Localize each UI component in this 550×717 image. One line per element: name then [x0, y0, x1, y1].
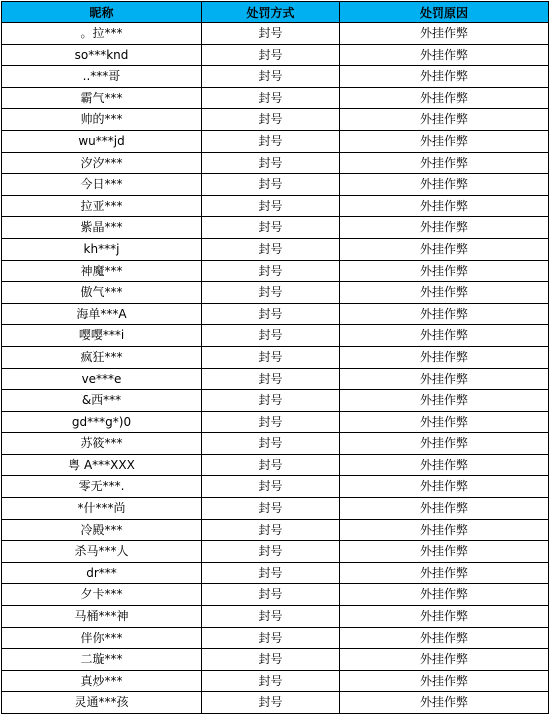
cell-nickname: 冷殿*** [2, 519, 202, 541]
cell-nickname: 杀马***人 [2, 541, 202, 563]
cell-penalty-reason: 外挂作弊 [340, 66, 549, 88]
cell-penalty-reason: 外挂作弊 [340, 476, 549, 498]
cell-penalty-reason: 外挂作弊 [340, 519, 549, 541]
cell-penalty-method: 封号 [202, 152, 340, 174]
cell-penalty-reason: 外挂作弊 [340, 584, 549, 606]
cell-penalty-reason: 外挂作弊 [340, 195, 549, 217]
cell-nickname: dr*** [2, 562, 202, 584]
cell-nickname: 伴你*** [2, 627, 202, 649]
cell-penalty-reason: 外挂作弊 [340, 390, 549, 412]
cell-penalty-reason: 外挂作弊 [340, 649, 549, 671]
cell-penalty-reason: 外挂作弊 [340, 670, 549, 692]
cell-penalty-reason: 外挂作弊 [340, 152, 549, 174]
table-row [2, 476, 549, 498]
table-row [2, 44, 549, 66]
cell-penalty-method: 封号 [202, 390, 340, 412]
cell-penalty-method: 封号 [202, 649, 340, 671]
cell-nickname: ve***e [2, 368, 202, 390]
table-row [2, 411, 549, 433]
table-row [2, 66, 549, 88]
cell-nickname: 。拉*** [2, 23, 202, 45]
cell-nickname: kh***j [2, 238, 202, 260]
cell-nickname: 苏筱*** [2, 433, 202, 455]
cell-penalty-reason: 外挂作弊 [340, 454, 549, 476]
cell-penalty-reason: 外挂作弊 [340, 411, 549, 433]
cell-nickname: 零无***. [2, 476, 202, 498]
cell-nickname: 嘤嘤***i [2, 325, 202, 347]
table-row [2, 670, 549, 692]
cell-penalty-reason: 外挂作弊 [340, 23, 549, 45]
cell-penalty-reason: 外挂作弊 [340, 498, 549, 520]
table-body [2, 23, 549, 714]
cell-penalty-method: 封号 [202, 584, 340, 606]
cell-nickname: 帅的*** [2, 109, 202, 131]
cell-nickname: 今日*** [2, 174, 202, 196]
cell-nickname: wu***jd [2, 130, 202, 152]
cell-penalty-method: 封号 [202, 498, 340, 520]
table-row [2, 692, 549, 714]
penalty-table [1, 1, 549, 714]
cell-nickname: 神魔*** [2, 260, 202, 282]
cell-nickname: 夕卡*** [2, 584, 202, 606]
cell-nickname: 霸气*** [2, 87, 202, 109]
table-row [2, 325, 549, 347]
table-row [2, 519, 549, 541]
table-row [2, 584, 549, 606]
table-row [2, 282, 549, 304]
cell-nickname: 海单***A [2, 303, 202, 325]
cell-penalty-method: 封号 [202, 606, 340, 628]
table-row [2, 303, 549, 325]
cell-penalty-method: 封号 [202, 260, 340, 282]
cell-nickname: 拉亚*** [2, 195, 202, 217]
table-row [2, 23, 549, 45]
cell-penalty-method: 封号 [202, 670, 340, 692]
table-row [2, 217, 549, 239]
cell-penalty-method: 封号 [202, 195, 340, 217]
cell-nickname: 汐汐*** [2, 152, 202, 174]
cell-penalty-method: 封号 [202, 130, 340, 152]
cell-nickname: 疯狂*** [2, 346, 202, 368]
table-row [2, 174, 549, 196]
cell-nickname: 真炒*** [2, 670, 202, 692]
cell-penalty-reason: 外挂作弊 [340, 627, 549, 649]
table-row [2, 152, 549, 174]
cell-nickname: 马桶***神 [2, 606, 202, 628]
cell-penalty-reason: 外挂作弊 [340, 87, 549, 109]
cell-penalty-reason: 外挂作弊 [340, 433, 549, 455]
table-row [2, 238, 549, 260]
cell-penalty-method: 封号 [202, 368, 340, 390]
cell-penalty-reason: 外挂作弊 [340, 325, 549, 347]
table-row [2, 390, 549, 412]
cell-penalty-method: 封号 [202, 282, 340, 304]
table-row [2, 195, 549, 217]
cell-nickname: so***knd [2, 44, 202, 66]
cell-nickname: ..***哥 [2, 66, 202, 88]
penalty-table-container [1, 1, 548, 714]
table-row [2, 562, 549, 584]
table-row [2, 541, 549, 563]
table-row [2, 606, 549, 628]
cell-penalty-reason: 外挂作弊 [340, 130, 549, 152]
cell-penalty-reason: 外挂作弊 [340, 44, 549, 66]
table-row [2, 649, 549, 671]
cell-penalty-method: 封号 [202, 346, 340, 368]
cell-penalty-method: 封号 [202, 692, 340, 714]
cell-penalty-reason: 外挂作弊 [340, 368, 549, 390]
cell-nickname: &西*** [2, 390, 202, 412]
cell-penalty-method: 封号 [202, 23, 340, 45]
table-row [2, 130, 549, 152]
table-header [2, 2, 549, 23]
cell-penalty-method: 封号 [202, 562, 340, 584]
cell-penalty-method: 封号 [202, 238, 340, 260]
cell-penalty-reason: 外挂作弊 [340, 346, 549, 368]
table-row [2, 627, 549, 649]
cell-penalty-method: 封号 [202, 519, 340, 541]
cell-penalty-reason: 外挂作弊 [340, 541, 549, 563]
table-row [2, 498, 549, 520]
cell-penalty-method: 封号 [202, 433, 340, 455]
cell-penalty-reason: 外挂作弊 [340, 282, 549, 304]
column-header-nickname: 昵称 [2, 2, 202, 23]
cell-penalty-method: 封号 [202, 66, 340, 88]
cell-penalty-reason: 外挂作弊 [340, 562, 549, 584]
cell-penalty-method: 封号 [202, 454, 340, 476]
cell-penalty-reason: 外挂作弊 [340, 174, 549, 196]
cell-nickname: 灵通***孩 [2, 692, 202, 714]
cell-penalty-reason: 外挂作弊 [340, 217, 549, 239]
cell-penalty-method: 封号 [202, 109, 340, 131]
cell-penalty-method: 封号 [202, 411, 340, 433]
cell-penalty-method: 封号 [202, 627, 340, 649]
cell-penalty-reason: 外挂作弊 [340, 238, 549, 260]
cell-nickname: *什***尚 [2, 498, 202, 520]
table-row [2, 260, 549, 282]
cell-penalty-method: 封号 [202, 44, 340, 66]
cell-penalty-reason: 外挂作弊 [340, 260, 549, 282]
table-row [2, 454, 549, 476]
cell-penalty-method: 封号 [202, 303, 340, 325]
table-row [2, 87, 549, 109]
cell-penalty-method: 封号 [202, 87, 340, 109]
cell-nickname: 粤 A***XXX [2, 454, 202, 476]
cell-nickname: 二璇*** [2, 649, 202, 671]
table-row [2, 346, 549, 368]
cell-penalty-method: 封号 [202, 325, 340, 347]
column-header-penalty-method: 处罚方式 [202, 2, 340, 23]
cell-penalty-reason: 外挂作弊 [340, 109, 549, 131]
cell-penalty-method: 封号 [202, 174, 340, 196]
table-row [2, 433, 549, 455]
cell-penalty-method: 封号 [202, 217, 340, 239]
header-row [2, 2, 549, 23]
cell-penalty-reason: 外挂作弊 [340, 606, 549, 628]
cell-nickname: 紫晶*** [2, 217, 202, 239]
column-header-penalty-reason: 处罚原因 [340, 2, 549, 23]
table-row [2, 109, 549, 131]
cell-nickname: gd***g*)0 [2, 411, 202, 433]
table-row [2, 368, 549, 390]
cell-penalty-reason: 外挂作弊 [340, 692, 549, 714]
cell-penalty-method: 封号 [202, 541, 340, 563]
cell-nickname: 傲气*** [2, 282, 202, 304]
cell-penalty-method: 封号 [202, 476, 340, 498]
cell-penalty-reason: 外挂作弊 [340, 303, 549, 325]
